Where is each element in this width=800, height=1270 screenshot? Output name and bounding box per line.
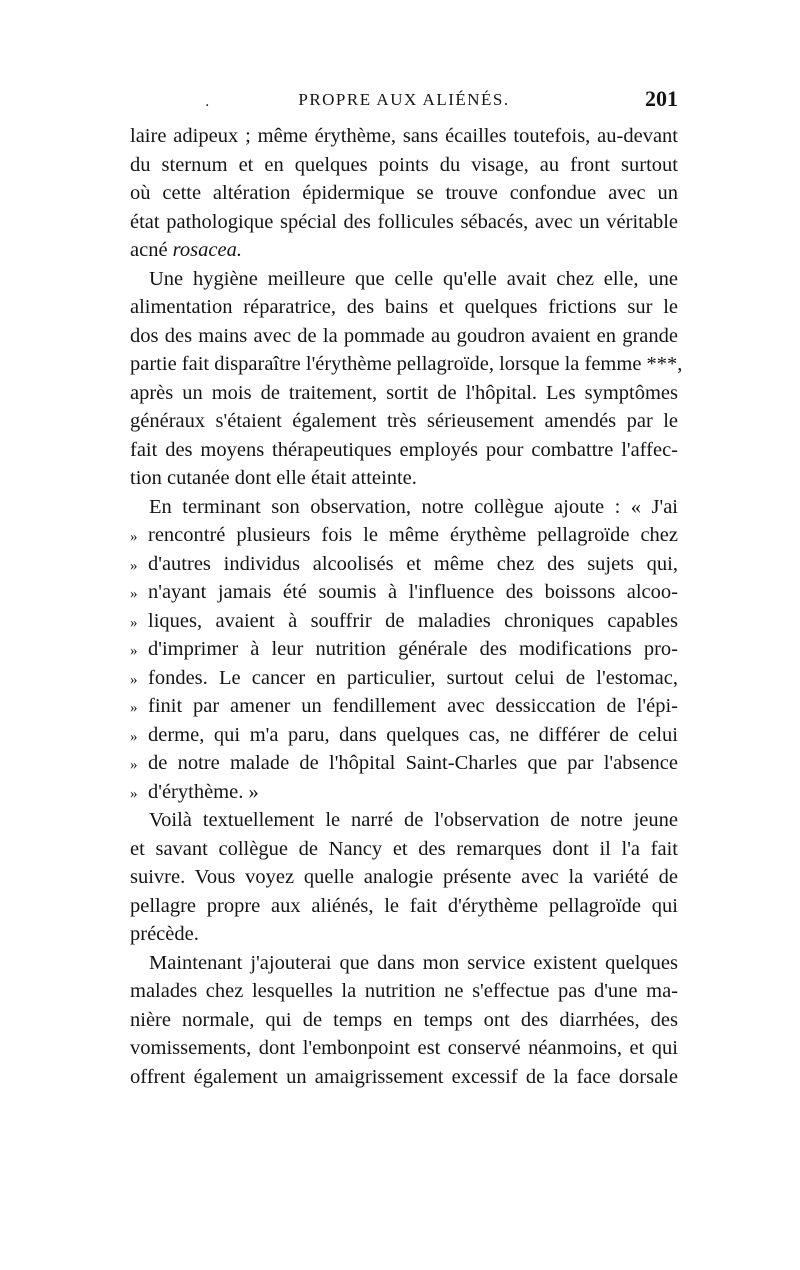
text-line: d'érythème. » bbox=[148, 780, 259, 803]
text-line: d'autres individus alcoolisés et même chez des sujets qui, bbox=[148, 552, 678, 575]
paragraph-2 bbox=[130, 265, 683, 493]
text-line: de notre malade de l'hôpital Saint-Charles que par l'absence bbox=[148, 752, 678, 774]
paragraph-4 bbox=[130, 806, 678, 949]
text-line: Voilà textuellement le narré de l'observation de notre jeune bbox=[149, 809, 678, 831]
text-fragment: acné bbox=[130, 239, 173, 261]
quote-mark: » bbox=[130, 643, 138, 659]
quote-mark: » bbox=[130, 529, 138, 545]
text-line: Maintenant j'ajouterai que dans mon service existent quelques bbox=[149, 951, 678, 974]
quote-line bbox=[130, 635, 678, 664]
text-line: finit par amener un fendillement avec dessiccation de l'épi- bbox=[148, 695, 678, 717]
quote-mark: » bbox=[130, 757, 138, 773]
text-line: et savant collègue de Nancy et des remarques dont il l'a fait bbox=[130, 837, 678, 860]
quote-mark: » bbox=[130, 785, 138, 802]
text-line: liques, avaient à souffrir de maladies chroniques capables bbox=[148, 609, 678, 632]
text-line: rencontré plusieurs fois le même érythème pellagroïde chez bbox=[148, 524, 678, 546]
text-line: du sternum et en quelques points du visage, au front surtout bbox=[130, 153, 678, 176]
text-line: généraux s'étaient également très sérieusement amendés par le bbox=[130, 410, 678, 432]
quote-line bbox=[130, 692, 678, 721]
quote-mark: » bbox=[130, 614, 138, 631]
quote-line bbox=[130, 749, 678, 778]
paragraph-5 bbox=[130, 949, 678, 1092]
text-line: alimentation réparatrice, des bains et quelques frictions sur le bbox=[130, 296, 678, 318]
text-line: nière normale, qui de temps en temps ont des diarrhées, des bbox=[130, 1008, 678, 1031]
italic-term: rosacea. bbox=[172, 239, 242, 261]
paragraph-3 bbox=[130, 493, 678, 807]
quote-line bbox=[130, 578, 678, 607]
text-line: après un mois de traitement, sortit de l'hôpital. Les symptômes bbox=[130, 381, 678, 404]
paragraph-1 bbox=[130, 122, 678, 265]
text-line: où cette altération épidermique se trouve confondue avec un bbox=[130, 182, 678, 204]
text-line: fait des moyens thérapeutiques employés pour combattre l'affec- bbox=[130, 438, 678, 461]
quote-line bbox=[130, 721, 678, 750]
quote-line bbox=[130, 521, 678, 550]
text-line: d'imprimer à leur nutrition générale des modifications pro- bbox=[148, 638, 678, 660]
text-line: offrent également un amaigrissement excessif de la face dorsale bbox=[130, 1065, 678, 1088]
text-line: suivre. Vous voyez quelle analogie présente avec la variété de bbox=[130, 866, 678, 888]
text-line: précède. bbox=[130, 923, 199, 945]
text-line: laire adipeux ; même érythème, sans écailles toutefois, au-devant bbox=[130, 125, 678, 147]
text-line: état pathologique spécial des follicules sébacés, avec un véritable bbox=[130, 210, 678, 233]
page-body bbox=[130, 122, 683, 1091]
quote-mark: » bbox=[130, 557, 138, 574]
text-line: Une hygiène meilleure que celle qu'elle avait chez elle, une bbox=[149, 267, 678, 290]
text-line: vomissements, dont l'embonpoint est conservé néanmoins, et qui bbox=[130, 1037, 678, 1059]
quote-mark: » bbox=[130, 700, 138, 716]
header-dot: . bbox=[205, 94, 210, 110]
quote-mark: » bbox=[130, 728, 138, 745]
text-line: fondes. Le cancer en particulier, surtout celui de l'estomac, bbox=[148, 666, 678, 689]
quote-mark: » bbox=[130, 671, 138, 688]
text-line: pellagre propre aux aliénés, le fait d'érythème pellagroïde qui bbox=[130, 894, 678, 917]
running-title: PROPRE AUX ALIÉNÉS. bbox=[298, 90, 510, 109]
text-line: derme, qui m'a paru, dans quelques cas, ne différer de celui bbox=[148, 723, 678, 746]
text-line bbox=[130, 236, 678, 265]
running-header bbox=[130, 86, 678, 120]
text-line: malades chez lesquelles la nutrition ne s'effectue pas d'une ma- bbox=[130, 980, 678, 1002]
quote-line bbox=[130, 664, 678, 693]
text-line: n'ayant jamais été soumis à l'influence des boissons alcoo- bbox=[148, 581, 678, 603]
text-line: tion cutanée dont elle était atteinte. bbox=[130, 467, 417, 489]
text-line: dos des mains avec de la pommade au goudron avaient en grande bbox=[130, 324, 678, 347]
quote-mark: » bbox=[130, 586, 138, 602]
quote-line bbox=[130, 550, 678, 579]
quote-line bbox=[130, 778, 678, 807]
quote-line bbox=[130, 607, 678, 636]
text-line: partie fait disparaître l'érythème pellagroïde, lorsque la femme ***, bbox=[130, 353, 683, 375]
page-number: 201 bbox=[645, 86, 678, 111]
text-line: En terminant son observation, notre collègue ajoute : « J'ai bbox=[149, 495, 678, 518]
